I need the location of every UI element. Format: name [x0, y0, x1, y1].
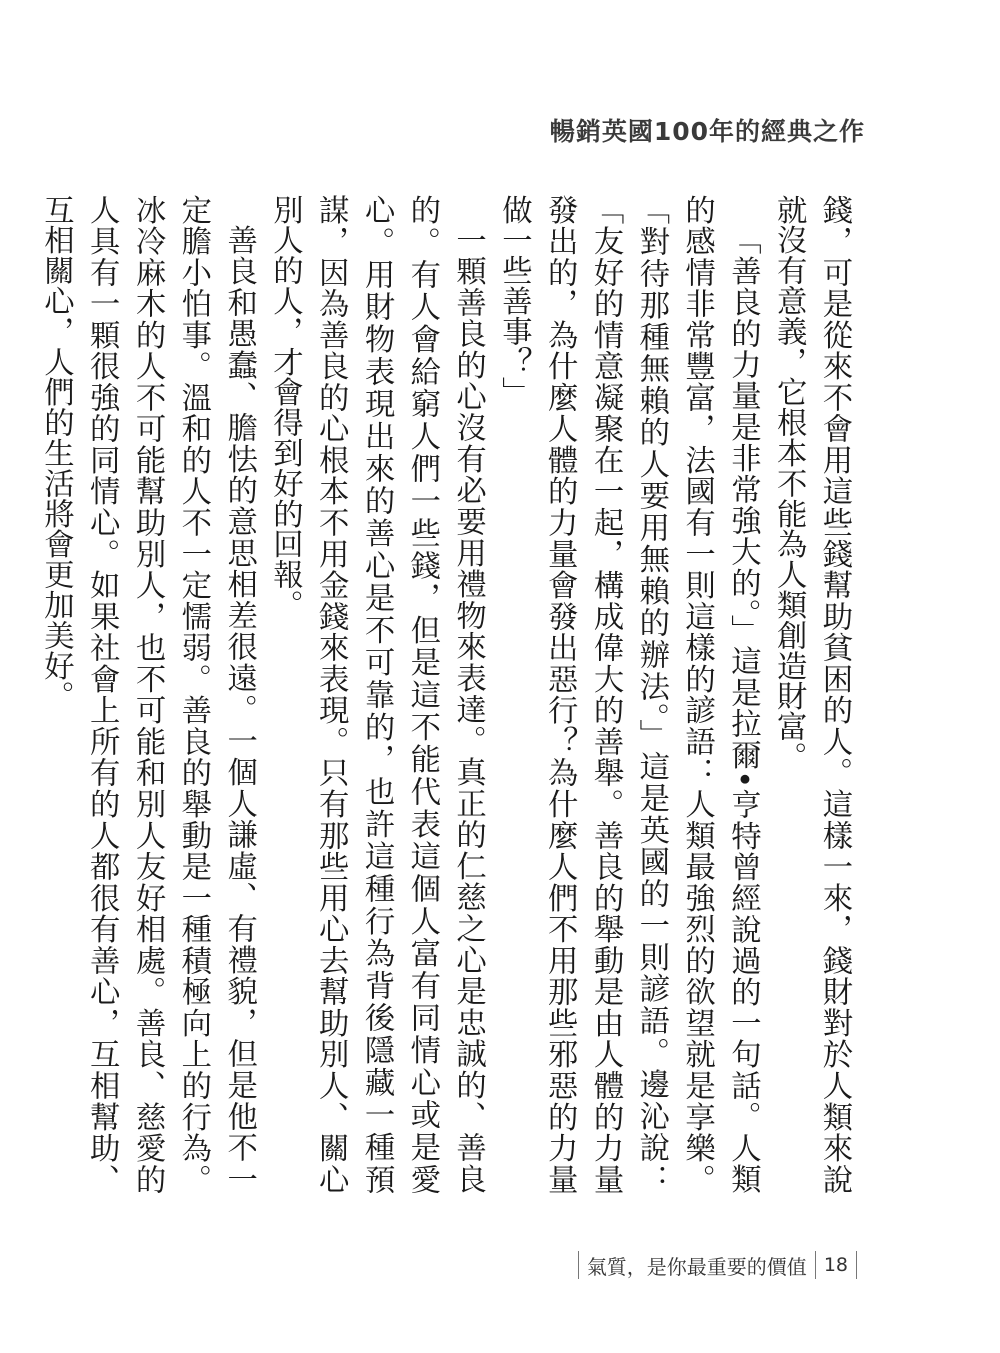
footer-book-title: 氣質，是你最重要的價值: [586, 1254, 807, 1279]
page-number: 18: [823, 1254, 848, 1276]
footer-divider-left: [578, 1251, 579, 1279]
footer-divider-middle: [815, 1251, 816, 1279]
running-header-title: 暢銷英國100年的經典之作: [549, 117, 865, 146]
paragraph-3: 一顆善良的心沒有必要用禮物來表達。真正的仁慈之心是忠誠的、善良的。有人會給窮人們一些錢，但是這不能代表這個人富有同情心或是愛心。用財物表現出來的善心是不可靠的，也許這種行為背後隱藏一種預謀，因為善良的心根本不用金錢來表現。只有那些用心去幫助別人、關心別人的人，才會得到好的回報。: [267, 194, 486, 1194]
paragraph-4: 善良和愚蠢、膽怯的意思相差很遠。一個人謙虛、有禮貌，但是他不一定膽小怕事。溫和的人不一定懦弱。善良的舉動是一種積極向上的行為。冰冷麻木的人不可能幫助別人，也不可能和別人友好相處。善良、慈愛的人具有一顆很強的同情心。如果社會上所有的人都很有善心，互相幫助、互相關心，人們的生活將會更加美好。: [38, 194, 257, 1194]
footer-divider-right: [856, 1251, 857, 1279]
page-body-text: [38, 194, 857, 1194]
paragraph-1: 錢，可是從來不會用這些錢幫助貧困的人。這樣一來，錢財對於人類來說就沒有意義，它根本不能為人類創造財富。: [771, 194, 852, 1194]
page-footer: [570, 1248, 865, 1282]
paragraph-2: 「善良的力量是非常強大的。」這是拉爾•亨特曾經說過的一句話。人類的感情非常豐富，法國有一則這樣的諺語：人類最強烈的欲望就是享樂。「對待那種無賴的人要用無賴的辦法。」這是英國的一則諺語。邊沁說：「友好的情意凝聚在一起，構成偉大的善舉。善良的舉動是由人體的力量發出的，為什麼人體的力量會發出惡行？為什麼人們不用那些邪惡的力量做一些善事？」: [496, 194, 761, 1194]
